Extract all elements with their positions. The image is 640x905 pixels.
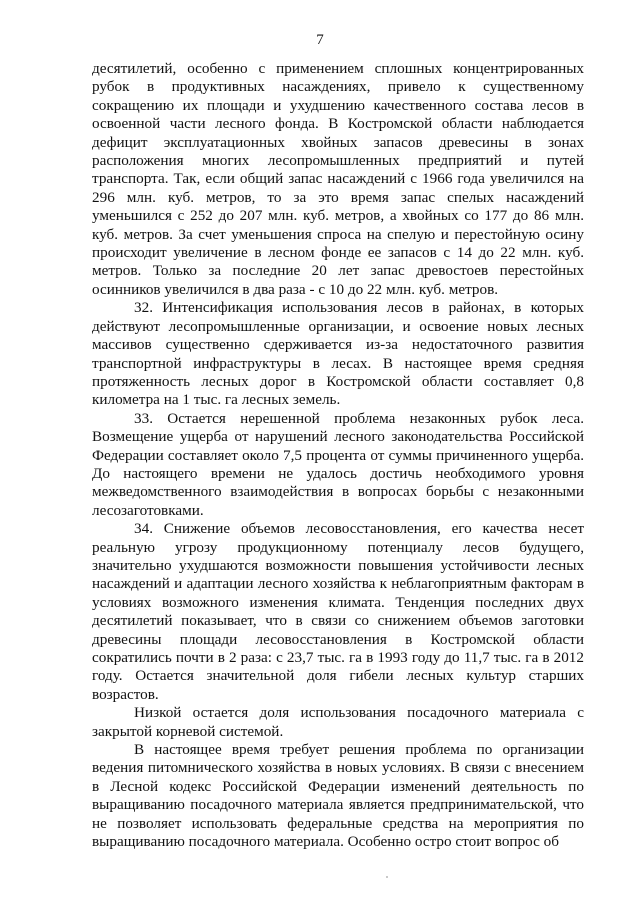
paragraph-planting-material: Низкой остается доля использования посадочного материала с закрытой корневой системой. (92, 704, 584, 740)
paragraph-33: 33. Остается нерешенной проблема незаконных рубок леса. Возмещение ущерба от нарушений лесного законодательства Российской Федерации составляет около 7,5 процента от суммы причиненного ущерба. До настоящего времени не удалось достичь необходимого уровня межведомственного взаимодействия в вопросах борьбы с незаконными лесозаготовками. (92, 409, 584, 519)
paragraph-32: 32. Интенсификация использования лесов в районах, в которых действуют лесопромышленные организации, и освоение новых лесных массивов существенно сдерживается из-за недостаточного развития транспортной инфраструктуры в лесах. В настоящее время средняя протяженность лесных дорог в Костромской области составляет 0,8 километра на 1 тыс. га лесных земель. (92, 299, 584, 409)
paragraph-nursery: В настоящее время требует решения проблема по организации ведения питомнического хозяйства в новых условиях. В связи с внесением в Лесной кодекс Российской Федерации изменений деятельность по выращиванию посадочного материала является предпринимательской, что не позволяет использовать федеральные средства на мероприятия по выращиванию посадочного материала. Особенно остро стоит вопрос об (92, 741, 584, 851)
page-number: 7 (316, 32, 324, 48)
paragraph-34: 34. Снижение объемов лесовосстановления, его качества несет реальную угрозу продукционному потенциалу лесов будущего, значительно ухудшаются возможности повышения устойчивости лесных насаждений и адаптации лесного хозяйства к неблагоприятным факторам в условиях возможного изменения климата. Тенденция последних двух десятилетий показывает, что в связи со снижением объемов заготовки древесины площади лесовосстановления в Костромской области сократились почти в 2 раза: с 23,7 тыс. га в 1993 году до 11,7 тыс. га в 2012 году. Остается значительной доля гибели лесных культур старших возрастов. (92, 520, 584, 703)
document-body (92, 60, 584, 851)
scan-speck (386, 876, 388, 878)
paragraph-continuation: десятилетий, особенно с применением сплошных концентрированных рубок в продуктивных насаждениях, привело к существенному сокращению их площади и ухудшению качественного состава лесов в освоенной части лесного фонда. В Костромской области наблюдается дефицит эксплуатационных хвойных запасов древесины в зонах расположения многих лесопромышленных предприятий и путей транспорта. Так, если общий запас насаждений с 1966 года увеличился на 296 млн. куб. метров, то за это время запас спелых насаждений уменьшился с 252 до 207 млн. куб. метров, а хвойных со 177 до 86 млн. куб. метров. За счет уменьшения спроса на спелую и перестойную осину происходит увеличение в лесном фонде ее запасов с 14 до 22 млн. куб. метров. Только за последние 20 лет запас древостоев перестойных осинников увеличился в два раза - с 10 до 22 млн. куб. метров. (92, 60, 584, 298)
